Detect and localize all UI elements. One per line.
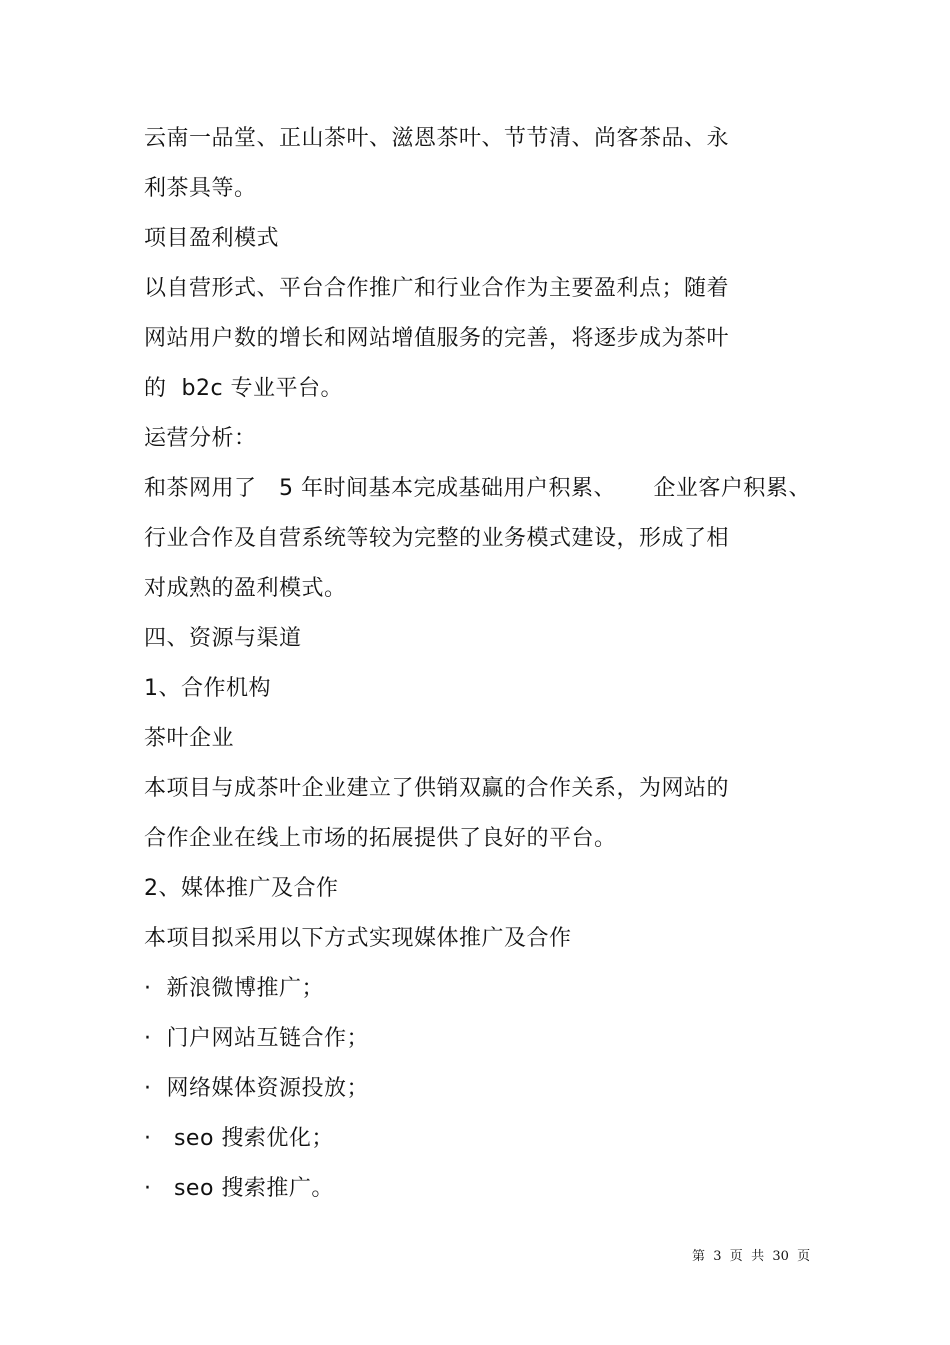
text-line: 云南一品堂、正山茶叶、滋恩茶叶、节节清、尚客茶品、永 [144,126,730,151]
text-line: 利茶具等。 [144,176,257,201]
section-heading: 项目盈利模式 [144,226,280,251]
bullet-item: · seo 搜索优化； [144,1126,334,1151]
text-line: 合作企业在线上市场的拓展提供了良好的平台。 [144,826,617,851]
text-line: 和茶网用了 5 年时间基本完成基础用户积累、 企业客户积累、 [144,476,811,501]
text-line: 本项目拟采用以下方式实现媒体推广及合作 [144,926,572,951]
text-line: 的 b2c 专业平台。 [144,376,344,401]
section-heading: 四、资源与渠道 [144,626,302,651]
bullet-item: · 网络媒体资源投放； [144,1076,369,1101]
section-heading: 1、合作机构 [144,676,271,701]
section-heading: 2、媒体推广及合作 [144,876,339,901]
bullet-item: · 新浪微博推广； [144,976,324,1001]
bullet-item: · seo 搜索推广。 [144,1176,334,1201]
text-line: 本项目与成茶叶企业建立了供销双赢的合作关系，为网站的 [144,776,730,801]
page-footer: 第 3 页 共 30 页 [692,1249,811,1264]
bullet-item: · 门户网站互链合作； [144,1026,369,1051]
text-line: 行业合作及自营系统等较为完整的业务模式建设，形成了相 [144,526,730,551]
text-line: 对成熟的盈利模式。 [144,576,347,601]
section-heading: 茶叶企业 [144,726,235,751]
text-line: 以自营形式、平台合作推广和行业合作为主要盈利点；随着 [144,276,730,301]
section-heading: 运营分析： [144,426,257,451]
text-line: 网站用户数的增长和网站增值服务的完善，将逐步成为茶叶 [144,326,730,351]
